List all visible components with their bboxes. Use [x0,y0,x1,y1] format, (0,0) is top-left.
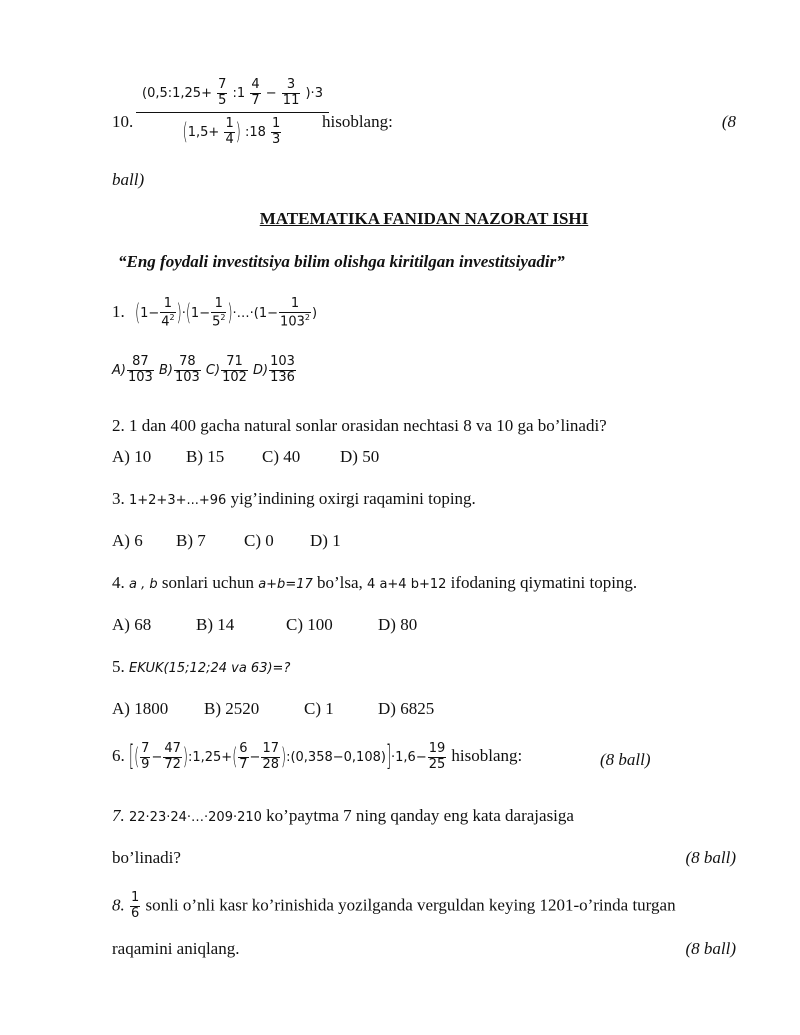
paren: ) [182,743,188,771]
expression: 1+2+3+...+96 [129,493,227,508]
paren: ( [182,118,188,146]
question-number: 7. [112,806,125,825]
fraction-expression [136,78,329,148]
question-text: ifodaning qiymatini toping. [450,573,638,592]
points: (8 [721,112,736,131]
fraction [428,742,447,773]
bracket: ] [385,740,392,774]
question-3 [112,489,736,509]
denominator: 6 [131,905,140,921]
numerator: 47 [164,741,181,756]
exponent: 2 [220,312,226,322]
denominator: 5 [218,92,227,108]
points: (8 ball) [685,848,736,867]
expression: 22·23·24·…·209·210 [129,810,262,825]
option-a-label: A) [112,362,126,378]
question-8-continued [112,939,736,959]
question-number: 4. [112,573,125,592]
denominator: 28 [262,756,279,772]
fraction [224,117,234,148]
numerator: 71 [226,354,243,369]
question-number: 6. [112,745,125,765]
expression: a , b [129,577,158,592]
expr-text: (0,5:1,25+ [142,85,212,101]
expression: [( $\frac{7}{9}$ − $\frac{47}{72}$ ):1,25+( $\frac{6}{7}$ − $\frac{17}{28}$ ):(0,358−0,108)]·1,6− $\frac{19}{25}$ [129,740,446,774]
exponent: 2 [304,312,310,322]
denominator: 136 [270,369,295,385]
paren: ( [232,743,238,771]
expr-text: ·…·(1− [232,306,279,322]
expr-text: :(0,358−0,108) [286,749,386,765]
question-number: 10. [112,112,134,131]
expression: 4 a+4 b+12 [367,577,447,592]
numerator: 1 [225,115,234,131]
denominator: 7 [239,756,248,772]
numerator: 3 [286,77,296,92]
option-d: D) 6825 [378,699,435,718]
points: (8 ball) [685,939,736,958]
denominator [279,312,311,330]
option-b-fraction [174,355,201,386]
answer-options [112,355,736,386]
option-b-label: B) [158,362,173,378]
denominator: 11 [282,92,300,108]
option-a: A) 68 [112,615,152,634]
question-7 [112,806,736,826]
denominator [211,312,226,330]
numerator: 1 [290,296,300,311]
paren: ) [176,300,182,328]
exponent: 2 [169,312,175,322]
numerator: 1 [272,115,281,131]
paren: ) [235,118,241,146]
question-text: bo’linadi? [112,848,181,867]
fraction [211,297,226,330]
option-b: B) 7 [176,531,206,550]
denominator: 9 [141,756,150,772]
question-text: raqamini aniqlang. [112,939,240,958]
bracket: [ [129,740,135,774]
question-1 [112,297,736,330]
question-number: 1. [112,302,125,322]
question-text: sonli o’nli kasr ko’rinishida yozilganda verguldan keying 1201-o’rinda turgan [145,895,676,915]
question-4 [112,573,736,593]
question-number: 5. [112,657,125,676]
question-text: ko’paytma 7 ning qanday eng kata darajasiga [266,806,574,825]
paren: ( [135,300,141,328]
option-d-fraction [269,355,296,386]
epigraph: “Eng foydali investitsiya bilim olishga kiritilgan investitsiyadir” [118,252,565,271]
numerator: 4 [251,77,260,92]
expr-text: :18 [244,124,266,140]
expression-numerator [136,78,329,113]
option-a: A) 10 [112,447,152,466]
option-c: C) 40 [262,447,301,466]
points-continued: ball) [112,170,145,189]
expr-text: :1 [232,85,246,101]
option-b: B) 14 [196,615,235,634]
option-c-fraction [221,355,248,386]
question-text: hisoblang: [451,745,523,765]
question-text: sonlari uchun [161,573,254,592]
question-number: 8. [112,895,125,915]
denominator: 7 [251,92,260,108]
option-d: D) 1 [310,531,341,550]
denominator: 3 [272,131,281,147]
expr-text: 1− [140,306,160,322]
fraction [217,78,227,109]
points: (8 ball) [600,750,651,769]
fraction [282,78,301,109]
fraction [261,742,280,773]
fraction [279,297,311,330]
base: 5 [212,314,221,330]
question-5 [112,657,736,677]
expr-text: :1,25+ [187,749,233,765]
fraction [140,742,150,773]
fraction [160,297,175,330]
fraction [163,742,182,773]
expression-denominator [136,113,329,148]
expr-text: 1,5+ [187,124,220,140]
numerator: 7 [218,77,227,92]
numerator: 6 [239,741,248,756]
page-title: MATEMATIKA FANIDAN NAZORAT ISHI [259,209,589,228]
question-8 [112,891,736,922]
option-c: C) 1 [304,699,334,718]
fraction [238,742,248,773]
question-text: yig’indining oxirgi raqamini toping. [230,489,476,508]
option-b: B) 15 [186,447,225,466]
expr-text: )·3 [305,85,323,101]
denominator: 72 [164,756,181,772]
numerator: 17 [262,741,279,756]
question-text: hisoblang: [322,112,393,131]
numerator: 1 [163,296,173,311]
option-a: A) 6 [112,531,143,550]
option-a: A) 1800 [112,699,169,718]
fraction [271,117,281,148]
option-a-fraction [127,355,154,386]
expression [135,296,318,330]
paren: ) [227,300,233,328]
numerator: 103 [270,354,295,369]
numerator: 19 [428,741,446,756]
denominator: 103 [174,369,200,385]
question-7-continued [112,848,736,868]
denominator: 4 [225,131,234,147]
denominator: 25 [428,756,446,772]
option-d-label: D) [253,362,269,378]
expression: a+b=17 [258,577,313,592]
numerator: 7 [141,741,150,756]
expression: EKUK(15;12;24 va 63)=? [129,661,291,676]
option-c-label: C) [205,362,221,378]
question-number: 3. [112,489,125,508]
option-d: D) 80 [378,615,418,634]
question-6 [112,742,736,773]
base: 103 [280,314,305,330]
fraction [130,891,140,922]
option-b: B) 2520 [204,699,260,718]
question-2: 2. 1 dan 400 gacha natural sonlar orasidan nechtasi 8 va 10 ga bo’linadi? [112,416,607,435]
numerator: 78 [179,354,196,369]
expr-text: ) [311,306,318,322]
option-c: C) 100 [286,615,333,634]
option-d: D) 50 [340,447,380,466]
numerator: 1 [131,890,140,905]
paren: ( [185,300,191,328]
numerator: 1 [214,296,223,311]
option-c: C) 0 [244,531,274,550]
expr-text: ·1,6− [391,749,427,765]
paren: ) [281,743,287,771]
expr-text: − [265,85,277,101]
paren: ( [134,743,140,771]
base: 4 [161,314,170,330]
denominator: 102 [222,369,247,385]
denominator: 103 [127,369,153,385]
numerator: 87 [132,354,149,369]
question-text: bo’lsa, [317,573,363,592]
denominator [160,312,175,330]
expr-text: 1− [190,306,211,322]
fraction [250,78,260,109]
expr-text: · [181,306,186,322]
